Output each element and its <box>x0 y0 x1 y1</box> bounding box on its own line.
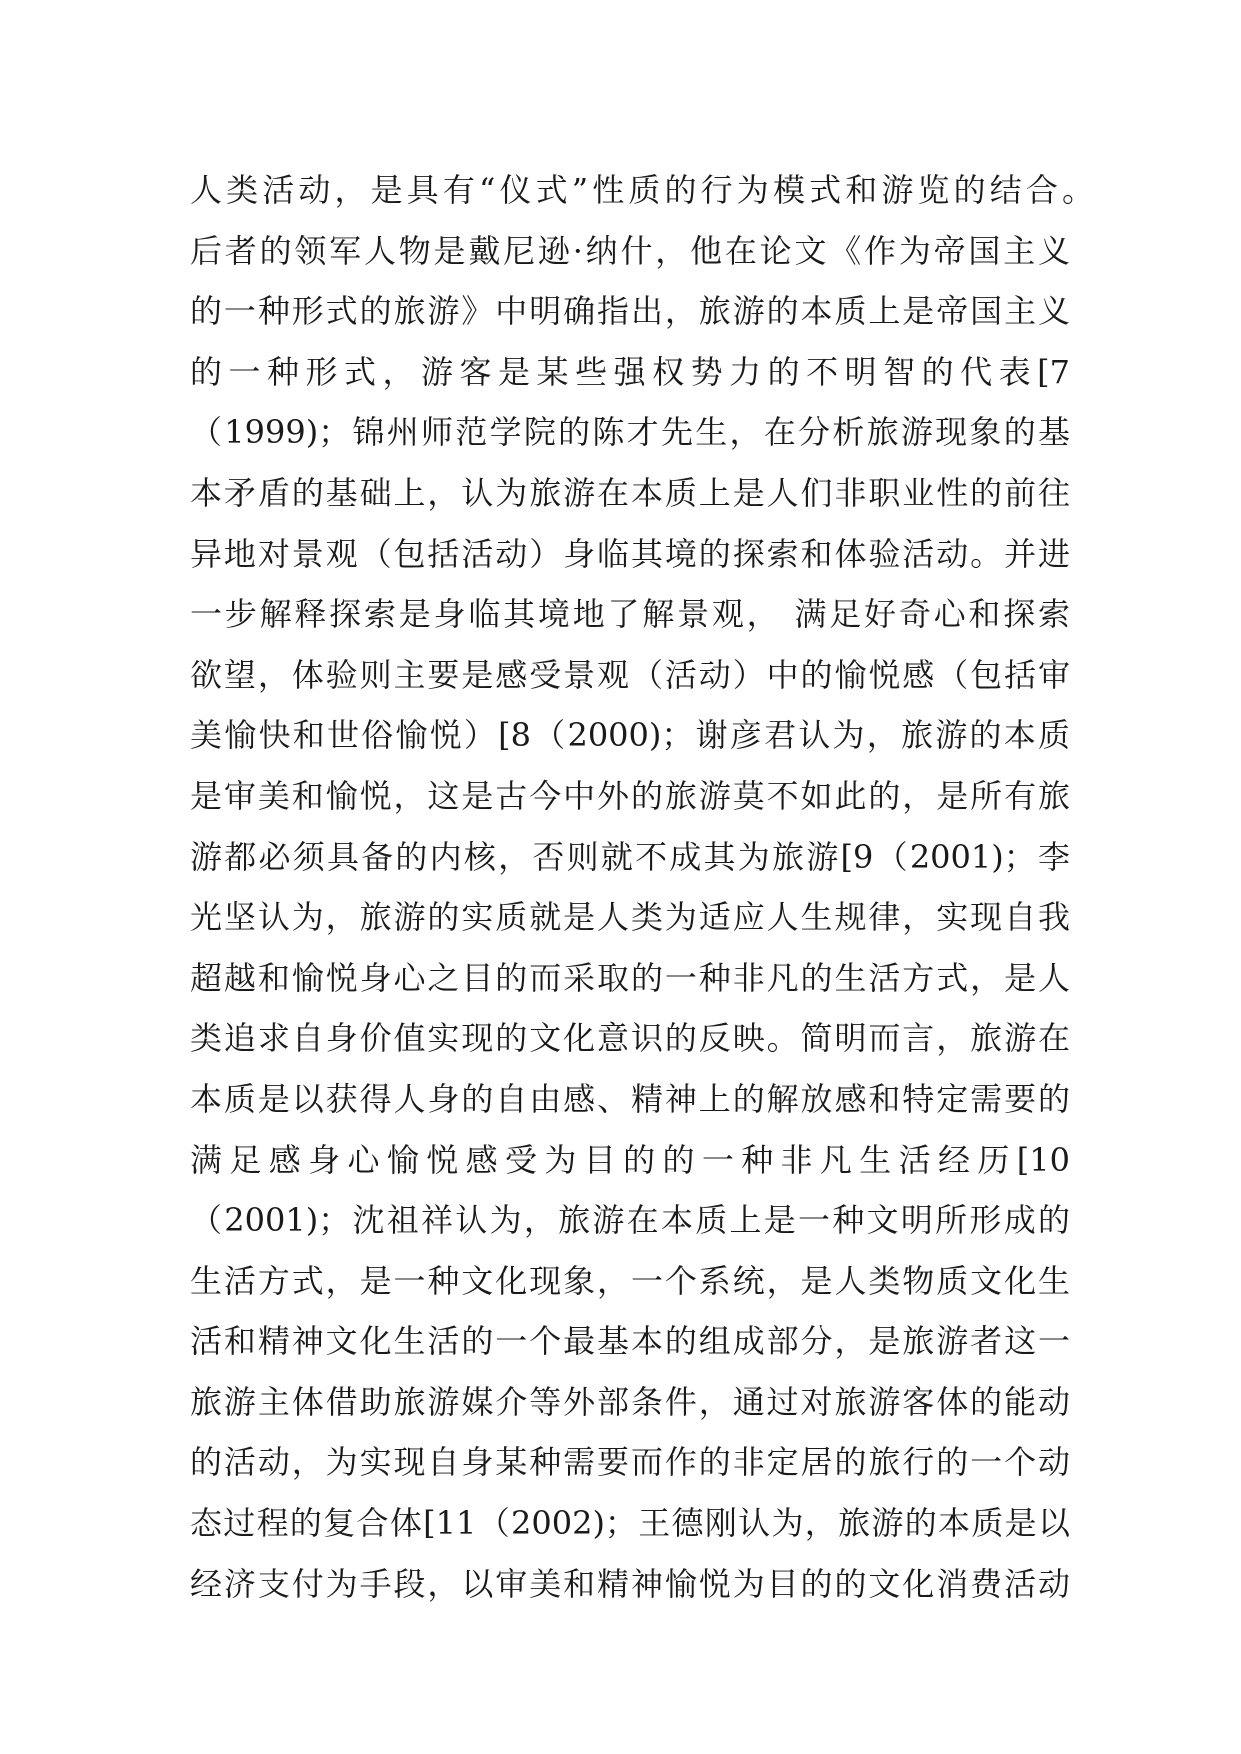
text-line-16: 本质是以获得人身的自由感、精神上的解放感和特定需要的 <box>190 1079 1070 1118</box>
text-line-14: 超越和愉悦身心之目的而采取的一种非凡的生活方式，是人 <box>190 958 1070 997</box>
text-line-23: 态过程的复合体[11（2002)；王德刚认为，旅游的本质是以 <box>190 1504 1070 1543</box>
text-line-12: 游都必须具备的内核，否则就不成其为旅游[9（2001)；李 <box>190 837 1070 876</box>
text-line-13: 光坚认为，旅游的实质就是人类为适应人生规律，实现自我 <box>190 898 1070 937</box>
text-line-4: 的一种形式，游客是某些强权势力的不明智的代表[7 <box>190 352 1070 391</box>
text-line-5: （1999)；锦州师范学院的陈才先生，在分析旅游现象的基 <box>190 413 1070 452</box>
text-line-7: 异地对景观（包括活动）身临其境的探索和体验活动。并进 <box>190 534 1070 573</box>
text-line-20: 活和精神文化生活的一个最基本的组成部分，是旅游者这一 <box>190 1322 1070 1361</box>
body-paragraph <box>190 160 1094 1614</box>
text-line-22: 的活动，为实现自身某种需要而作的非定居的旅行的一个动 <box>190 1443 1070 1482</box>
text-line-15: 类追求自身价值实现的文化意识的反映。简明而言，旅游在 <box>190 1019 1070 1058</box>
text-line-17: 满足感身心愉悦感受为目的的一种非凡生活经历[10 <box>190 1140 1070 1179</box>
text-line-10: 美愉快和世俗愉悦）[8（2000)；谢彦君认为，旅游的本质 <box>190 716 1070 755</box>
text-line-2: 后者的领军人物是戴尼逊·纳什，他在论文《作为帝国主义 <box>190 231 1070 270</box>
text-line-3: 的一种形式的旅游》中明确指出，旅游的本质上是帝国主义 <box>190 292 1070 331</box>
text-line-11: 是审美和愉悦，这是古今中外的旅游莫不如此的，是所有旅 <box>190 776 1070 815</box>
text-line-9: 欲望，体验则主要是感受景观（活动）中的愉悦感（包括审 <box>190 655 1070 694</box>
text-line-21: 旅游主体借助旅游媒介等外部条件，通过对旅游客体的能动 <box>190 1382 1070 1421</box>
text-line-1: 人类活动，是具有“仪式”性质的行为模式和游览的结合。 <box>190 171 1094 209</box>
text-line-24: 经济支付为手段，以审美和精神愉悦为目的的文化消费活动 <box>190 1564 1070 1603</box>
text-line-18: （2001)；沈祖祥认为，旅游在本质上是一种文明所形成的 <box>190 1201 1070 1240</box>
text-line-19: 生活方式，是一种文化现象，一个系统，是人类物质文化生 <box>190 1261 1070 1300</box>
text-line-6: 本矛盾的基础上，认为旅游在本质上是人们非职业性的前往 <box>190 473 1070 512</box>
text-line-8: 一步解释探索是身临其境地了解景观， 满足好奇心和探索 <box>190 595 1070 634</box>
